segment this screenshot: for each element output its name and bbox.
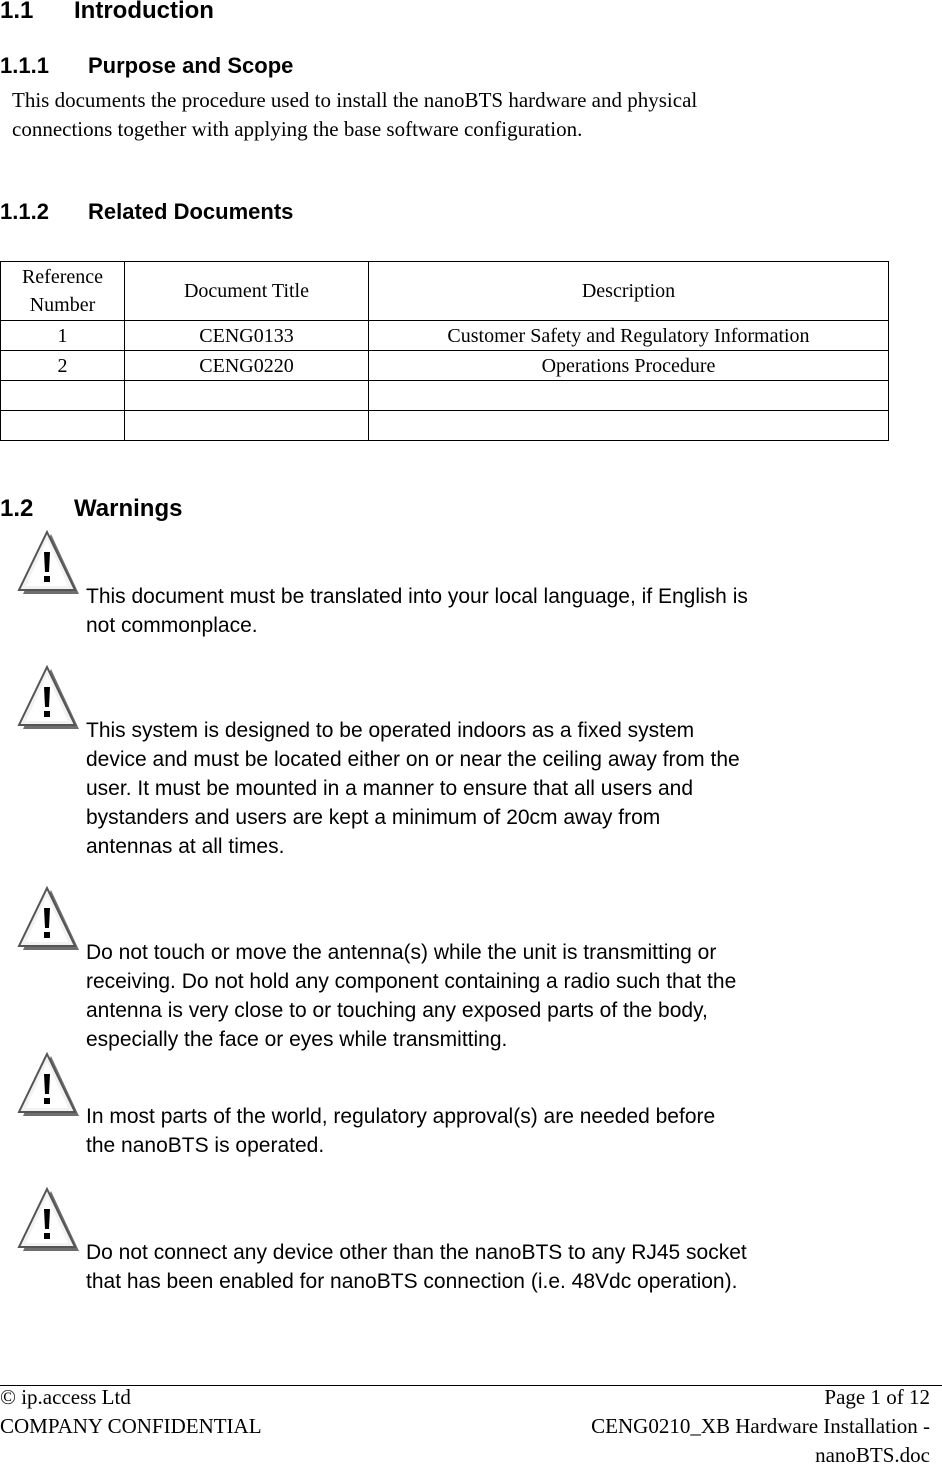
header-document-title: Document Title (125, 262, 369, 321)
header-reference-number (1, 262, 125, 321)
warning-icon (13, 886, 81, 956)
table-row (1, 411, 889, 441)
warning-line: Do not touch or move the antenna(s) while the unit is transmitting or (86, 941, 717, 964)
warning-line: device and must be located either on or near the ceiling away from the (86, 748, 740, 771)
table-cell: Operations Procedure (369, 351, 889, 381)
heading-number: 1.1.1 (0, 53, 49, 78)
footer-right (591, 1383, 930, 1470)
subsection-heading-related-documents (0, 199, 293, 225)
footer-left (0, 1383, 262, 1441)
heading-title: Related Documents (88, 199, 294, 224)
warning-line: the nanoBTS is operated. (86, 1134, 325, 1157)
heading-title: Warnings (74, 495, 183, 522)
table-cell: 1 (1, 321, 125, 351)
header-text: Reference (21, 266, 104, 288)
heading-title: Introduction (74, 0, 214, 24)
warning-line: antenna is very close to or touching any exposed parts of the body, (86, 999, 708, 1022)
paragraph-line: This documents the procedure used to install the nanoBTS hardware and physical (12, 88, 698, 112)
warning-line: receiving. Do not hold any component containing a radio such that the (86, 970, 737, 993)
heading-number: 1.2 (0, 495, 34, 522)
footer-page-number: Page 1 of 12 (824, 1385, 930, 1409)
warning-icon (13, 530, 81, 600)
section-heading-warnings (0, 495, 182, 523)
heading-number: 1.1 (0, 0, 34, 24)
table-cell: CENG0220 (125, 351, 369, 381)
warning-line: not commonplace. (86, 614, 258, 637)
table-cell (369, 381, 889, 411)
table-row (1, 321, 889, 351)
warning-icon (13, 665, 81, 735)
footer-copyright: © ip.access Ltd (0, 1385, 131, 1409)
section-heading-introduction (0, 0, 214, 25)
table-header-row (1, 262, 889, 321)
table-cell (369, 411, 889, 441)
header-text: Number (29, 294, 96, 316)
table-cell: 2 (1, 351, 125, 381)
footer-doc-title: CENG0210_XB Hardware Installation - (591, 1414, 930, 1438)
table-cell: Customer Safety and Regulatory Information (369, 321, 889, 351)
footer-confidential: COMPANY CONFIDENTIAL (0, 1414, 262, 1438)
table-cell (125, 411, 369, 441)
table-cell (1, 411, 125, 441)
warning-line: especially the face or eyes while transmitting. (86, 1028, 508, 1051)
warning-icon (13, 1187, 81, 1257)
subsection-heading-purpose (0, 53, 293, 79)
heading-number: 1.1.2 (0, 199, 49, 224)
table-row (1, 381, 889, 411)
warning-line: bystanders and users are kept a minimum of 20cm away from (86, 806, 661, 829)
warning-line: Do not connect any device other than the nanoBTS to any RJ45 socket (86, 1241, 747, 1264)
warning-line: that has been enabled for nanoBTS connection (i.e. 48Vdc operation). (86, 1270, 738, 1293)
related-documents-table (0, 261, 889, 441)
footer-doc-filename: nanoBTS.doc (815, 1443, 930, 1467)
table-cell (1, 381, 125, 411)
warning-line: This system is designed to be operated indoors as a fixed system (86, 719, 695, 742)
header-description: Description (369, 262, 889, 321)
purpose-paragraph (12, 86, 697, 144)
table-cell: CENG0133 (125, 321, 369, 351)
heading-title: Purpose and Scope (88, 53, 294, 78)
paragraph-line: connections together with applying the base software configuration. (12, 117, 583, 141)
warning-icon (13, 1052, 81, 1122)
table-cell (125, 381, 369, 411)
warning-line: user. It must be mounted in a manner to ensure that all users and (86, 777, 694, 800)
warning-line: antennas at all times. (86, 835, 285, 858)
warning-line: In most parts of the world, regulatory approval(s) are needed before (86, 1105, 716, 1128)
warning-line: This document must be translated into your local language, if English is (86, 585, 748, 608)
table-row (1, 351, 889, 381)
